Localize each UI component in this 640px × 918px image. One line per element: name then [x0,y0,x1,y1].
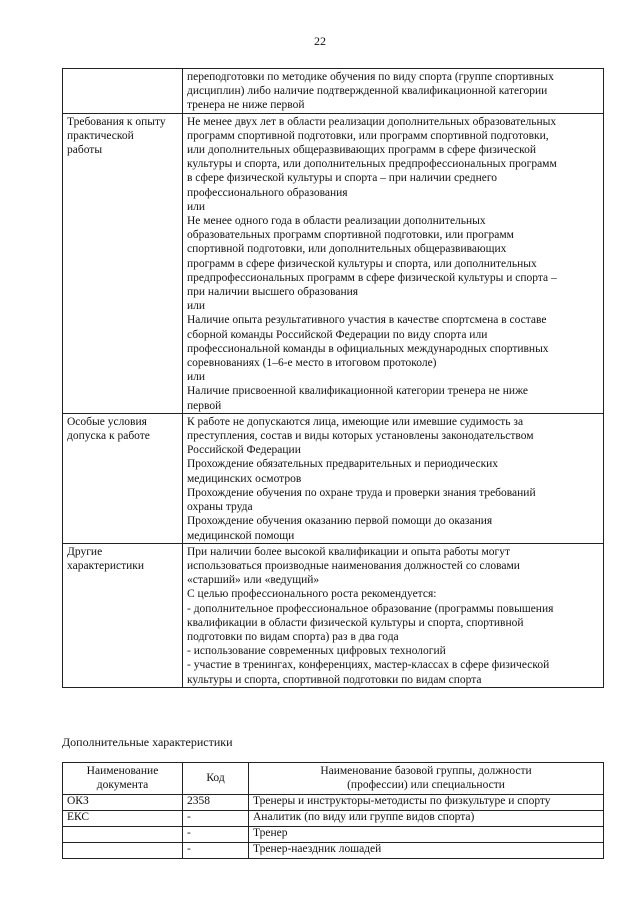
table-row [63,843,604,859]
requirement-text-line: сборной команды Российской Федерации по виду спорта или [187,328,488,341]
requirement-value [183,69,604,114]
requirement-text-line: дисциплин) либо наличие подтвержденной квалификационной категории [187,85,548,98]
row-group-name: Тренер [249,827,604,843]
row-code: 2358 [183,795,249,811]
table-row [63,811,604,827]
requirement-text-line: «старший» или «ведущий» [187,574,320,587]
requirement-label-line: работы [67,144,103,157]
requirement-text-line: соревнованиях (1–6-е место в итоговом протоколе) [187,357,437,370]
requirement-label-line: Требования к опыту [67,115,166,128]
requirement-label-line: допуска к работе [67,430,150,443]
requirement-text-line: охраны труда [187,501,253,514]
row-group-name: Тренер-наездник лошадей [249,843,604,859]
requirement-text-line: культуры и спорта, или дополнительных предпрофессиональных программ [187,158,557,171]
page-number: 22 [314,34,326,48]
requirement-label [63,413,183,543]
table-header-row [63,763,604,795]
row-document: ОКЗ [63,795,183,811]
requirement-text-line: Не менее одного года в области реализации дополнительных [187,215,486,228]
row-document [63,827,183,843]
requirement-text-line: Не менее двух лет в области реализации дополнительных образовательных [187,115,557,128]
requirement-text-line: или дополнительных общеразвивающих программ в сфере физической [187,144,537,157]
row-code: - [183,811,249,827]
requirement-label-line: характеристики [67,559,145,572]
table-row [63,795,604,811]
requirement-text-line: Наличие опыта результативного участия в качестве спортсмена в составе [187,314,547,327]
requirement-text-line: С целью профессионального роста рекомендуется: [187,588,437,601]
requirement-text-line: профессионального образования [187,186,348,199]
requirement-text-line: - участие в тренингах, конференциях, мастер-классах в сфере физической [187,659,550,672]
header-group-name: Наименование базовой группы, должности (профессии) или специальности [249,763,604,795]
requirement-text-line: при наличии высшего образования [187,286,359,299]
additional-characteristics-title: Дополнительные характеристики [62,735,233,749]
requirements-row [63,413,604,543]
requirement-text-line: использоваться производные наименования должностей со словами [187,559,520,572]
requirement-text-line: в сфере физической культуры и спорта – при наличии среднего [187,172,498,185]
requirement-text-line: или [187,200,206,213]
row-code: - [183,827,249,843]
requirement-text-line: Прохождение обязательных предварительных и периодических [187,458,499,471]
requirements-row [63,543,604,687]
requirement-text-line: спортивной подготовки, или дополнительных общеразвивающих [187,243,507,256]
additional-characteristics-table [62,762,604,859]
row-group-name: Тренеры и инструкторы-методисты по физкультуре и спорту [249,795,604,811]
requirement-label [63,69,183,114]
requirement-text-line: образовательных программ спортивной подготовки, или программ [187,229,514,242]
requirement-text-line: подготовки по видам спорта) раз в два года [187,630,399,643]
requirement-text-line: или [187,300,206,313]
requirement-text-line: преступления, состав и виды которых установлены законодательством [187,430,534,443]
requirements-row [63,69,604,114]
row-document: ЕКС [63,811,183,827]
requirement-text-line: предпрофессиональных программ в сфере физической культуры и спорта – [187,271,557,284]
requirement-text-line: первой [187,399,222,412]
requirement-label-line: Особые условия [67,415,147,428]
requirement-text-line: тренера не ниже первой [187,99,305,112]
requirement-value [183,113,604,413]
requirement-label [63,113,183,413]
requirement-text-line: или [187,371,206,384]
row-code: - [183,843,249,859]
requirement-text-line: переподготовки по методике обучения по виду спорта (группе спортивных [187,71,554,83]
requirement-value [183,543,604,687]
requirement-text-line: медицинских осмотров [187,472,302,485]
header-document: Наименование документа [63,763,183,795]
requirement-text-line: - использование современных цифровых технологий [187,645,446,658]
requirement-text-line: квалификации в области физической культуры и спорта, спортивной [187,616,524,629]
requirement-text-line: Прохождение обучения по охране труда и проверки знания требований [187,486,536,499]
row-group-name: Аналитик (по виду или группе видов спорта) [249,811,604,827]
requirements-table [62,68,604,688]
requirement-text-line: культуры и спорта, спортивной подготовки по видам спорта [187,673,482,686]
requirement-text-line: Прохождение обучения оказанию первой помощи до оказания [187,515,493,528]
header-code: Код [183,763,249,795]
table-row [63,827,604,843]
requirement-label [63,543,183,687]
requirement-text-line: профессиональной команды в официальных международных спортивных [187,342,549,355]
requirement-text-line: медицинской помощи [187,529,295,542]
requirement-text-line: Российской Федерации [187,444,301,457]
requirement-text-line: При наличии более высокой квалификации и опыта работы могут [187,545,511,558]
requirement-label-line: практической [67,129,134,142]
requirement-text-line: Наличие присвоенной квалификационной категории тренера не ниже [187,385,528,398]
requirement-text-line: К работе не допускаются лица, имеющие или имевшие судимость за [187,415,524,428]
requirement-text-line: - дополнительное профессиональное образование (программы повышения [187,602,554,615]
requirement-value [183,413,604,543]
requirement-label-line: Другие [67,545,103,558]
requirement-text-line: программ спортивной подготовки, или программ спортивной подготовки, [187,129,549,142]
requirements-row [63,113,604,413]
row-document [63,843,183,859]
requirement-text-line: программ в сфере физической культуры и спорта, или дополнительных [187,257,537,270]
